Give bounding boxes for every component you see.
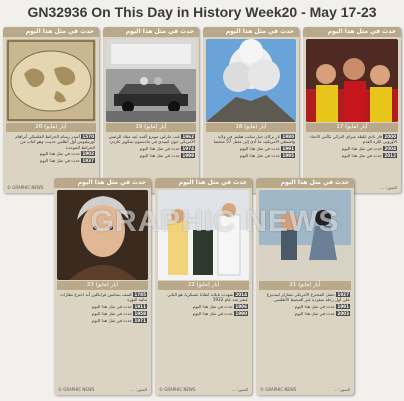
entry-text: حدث في مثل هذا اليوم bbox=[341, 153, 384, 159]
entry-text: حصل المخترع الأمريكي تشارلز ليندبيرغ على أول رحلة منفردة عبر المحيط الأطلسي bbox=[266, 292, 350, 303]
entry bbox=[107, 153, 195, 158]
entry-text: حدث في مثل هذا اليوم bbox=[239, 153, 282, 159]
entry-year: 1911 bbox=[134, 304, 146, 310]
copyright-label: © GRAPHIC NEWS bbox=[7, 185, 44, 190]
entry-text: حدث في مثل هذا اليوم bbox=[39, 151, 82, 157]
entry-year: 1962 bbox=[182, 134, 194, 139]
entry-text: حدث في مثل هذا اليوم bbox=[239, 146, 282, 152]
card-heading: حدث في مثل هذا اليوم bbox=[103, 27, 199, 37]
entry bbox=[58, 292, 147, 303]
card-heading: حدث في مثل هذا اليوم bbox=[256, 178, 354, 188]
entry-year: 1980 bbox=[282, 134, 294, 139]
entry bbox=[260, 311, 350, 316]
entry-text: حدث في مثل هذا اليوم bbox=[91, 311, 134, 317]
page-title: GN32936 On This Day in History Week20 - May 17-23 bbox=[27, 4, 377, 20]
event-photo bbox=[259, 190, 351, 280]
card-entries bbox=[58, 292, 147, 386]
entry-text: حدث في مثل هذا اليوم bbox=[91, 304, 134, 310]
card-date: 19 أيار (مايو) bbox=[106, 123, 196, 132]
entry-text: ثار بركان جبل سانت هيلينز في ولاية واشنطن الأمريكية، ما أدى إلى مقتل 57 شخصا bbox=[213, 134, 295, 145]
entry-text: أصدر رسام الخرائط الفلمنكي أبراهام أورتيليوس أول أطلس حديث، وهو كتاب من الخرائط الموحدة bbox=[15, 134, 95, 150]
copyright-label: © GRAPHIC NEWS bbox=[159, 387, 196, 392]
entry bbox=[58, 304, 147, 309]
card-heading: حدث في مثل هذا اليوم bbox=[54, 178, 151, 188]
entry-year: 1927 bbox=[337, 292, 349, 297]
entry-year: 1570 bbox=[82, 134, 94, 139]
history-card bbox=[54, 178, 151, 395]
entry-text: حدث في مثل هذا اليوم bbox=[39, 158, 82, 164]
entry bbox=[207, 134, 295, 145]
entry-year: 1785 bbox=[134, 292, 146, 297]
card-footer bbox=[260, 387, 350, 393]
entry-year: 1995 bbox=[282, 153, 294, 159]
card-heading: حدث في مثل هذا اليوم bbox=[155, 178, 252, 188]
watermark: GRAPHIC NEWS bbox=[90, 205, 340, 238]
entry bbox=[159, 292, 248, 303]
card-date: 18 أيار (مايو) bbox=[206, 123, 296, 132]
entry bbox=[58, 311, 147, 316]
event-photo bbox=[158, 190, 249, 280]
entry-text: حدث في مثل هذا اليوم bbox=[294, 304, 337, 310]
entry-text: حدث في مثل هذا اليوم bbox=[341, 146, 384, 152]
history-card bbox=[303, 27, 401, 193]
event-photo bbox=[106, 39, 196, 122]
card-heading: حدث في مثل هذا اليوم bbox=[3, 27, 99, 37]
entry-year: 1991 bbox=[282, 146, 294, 152]
entry bbox=[58, 318, 147, 323]
entry bbox=[159, 311, 248, 316]
entry bbox=[7, 151, 95, 156]
entry-year: 2014 bbox=[235, 292, 247, 297]
entry-text: غنت مارلين مونرو أغنية عيد ميلاد للرئيس الأمريكي جون كينيدي في ماديسون سكوير غاردن bbox=[108, 134, 195, 145]
entry bbox=[307, 153, 397, 158]
entry bbox=[260, 292, 350, 303]
card-date: 23 أيار (مايو) bbox=[57, 281, 148, 290]
history-card bbox=[155, 178, 252, 395]
entry-year: 2003 bbox=[337, 311, 349, 317]
card-date: 17 أيار (مايو) bbox=[306, 123, 398, 132]
entry-text: حدث في مثل هذا اليوم bbox=[91, 317, 134, 323]
entry-text: حدث في مثل هذا اليوم bbox=[294, 311, 337, 317]
photo-credit-label: الصور: ... bbox=[380, 185, 397, 190]
card-date: 20 أيار (مايو) bbox=[6, 123, 96, 132]
card-heading: حدث في مثل هذا اليوم bbox=[303, 27, 401, 37]
entry bbox=[107, 146, 195, 151]
entry-year: 2012 bbox=[384, 153, 396, 159]
card-date: 22 أيار (مايو) bbox=[158, 281, 249, 290]
card-entries bbox=[207, 134, 295, 184]
card-entries bbox=[260, 292, 350, 386]
entry bbox=[207, 146, 295, 151]
card-entries bbox=[159, 292, 248, 386]
entry-text: حدث في مثل هذا اليوم bbox=[139, 153, 182, 159]
entry-year: 1902 bbox=[82, 151, 94, 157]
entry-year: 1958 bbox=[134, 311, 146, 317]
photo-credit-label: الصور: ... bbox=[231, 387, 248, 392]
entry-year: 1971 bbox=[134, 317, 146, 323]
entry bbox=[7, 134, 95, 150]
entry-year: 1991 bbox=[337, 304, 349, 310]
event-photo bbox=[206, 39, 296, 122]
card-entries bbox=[7, 134, 95, 184]
photo-credit-label: الصور: ... bbox=[333, 387, 350, 392]
entry bbox=[7, 158, 95, 163]
history-card bbox=[256, 178, 354, 395]
entry-text: فاز نادي غلطة سراي التركي بكأس الاتحاد الأوروبي لكرة القدم bbox=[309, 134, 397, 145]
card-date: 21 أيار (مايو) bbox=[259, 281, 351, 290]
entry-text: حدث في مثل هذا اليوم bbox=[192, 311, 235, 317]
entry-year: 1906 bbox=[235, 304, 247, 310]
entry bbox=[207, 153, 295, 158]
entry-year: 1937 bbox=[82, 158, 94, 164]
history-card bbox=[103, 27, 199, 193]
photo-credit-label: الصور: ... bbox=[130, 387, 147, 392]
event-photo bbox=[6, 39, 96, 122]
entry-year: 1990 bbox=[235, 311, 247, 317]
entry bbox=[260, 304, 350, 309]
entry-text: حدث في مثل هذا اليوم bbox=[192, 304, 235, 310]
card-footer bbox=[58, 387, 147, 393]
card-entries bbox=[107, 134, 195, 184]
copyright-label: © GRAPHIC NEWS bbox=[260, 387, 297, 392]
entry-year: 1999 bbox=[182, 153, 194, 159]
event-photo bbox=[306, 39, 398, 122]
entry-text: شهدت تايلاند انقلابا عسكريا، هو الثاني عشر منذ عام 1932 bbox=[167, 292, 248, 303]
card-entries bbox=[307, 134, 397, 184]
entry-year: 1974 bbox=[182, 146, 194, 152]
entry-text: كشف بنجامين فرانكلين أنه اخترع نظارات ثنائية البؤرة bbox=[59, 292, 147, 303]
copyright-label: © GRAPHIC NEWS bbox=[58, 387, 95, 392]
card-heading: حدث في مثل هذا اليوم bbox=[203, 27, 299, 37]
entry-year: 2004 bbox=[384, 146, 396, 152]
event-photo bbox=[57, 190, 148, 280]
entry-year: 2000 bbox=[384, 134, 396, 139]
card-footer bbox=[159, 387, 248, 393]
entry bbox=[107, 134, 195, 145]
history-card bbox=[203, 27, 299, 193]
entry bbox=[307, 146, 397, 151]
entry-text: حدث في مثل هذا اليوم bbox=[139, 146, 182, 152]
history-card bbox=[3, 27, 99, 193]
entry bbox=[159, 304, 248, 309]
entry bbox=[307, 134, 397, 145]
